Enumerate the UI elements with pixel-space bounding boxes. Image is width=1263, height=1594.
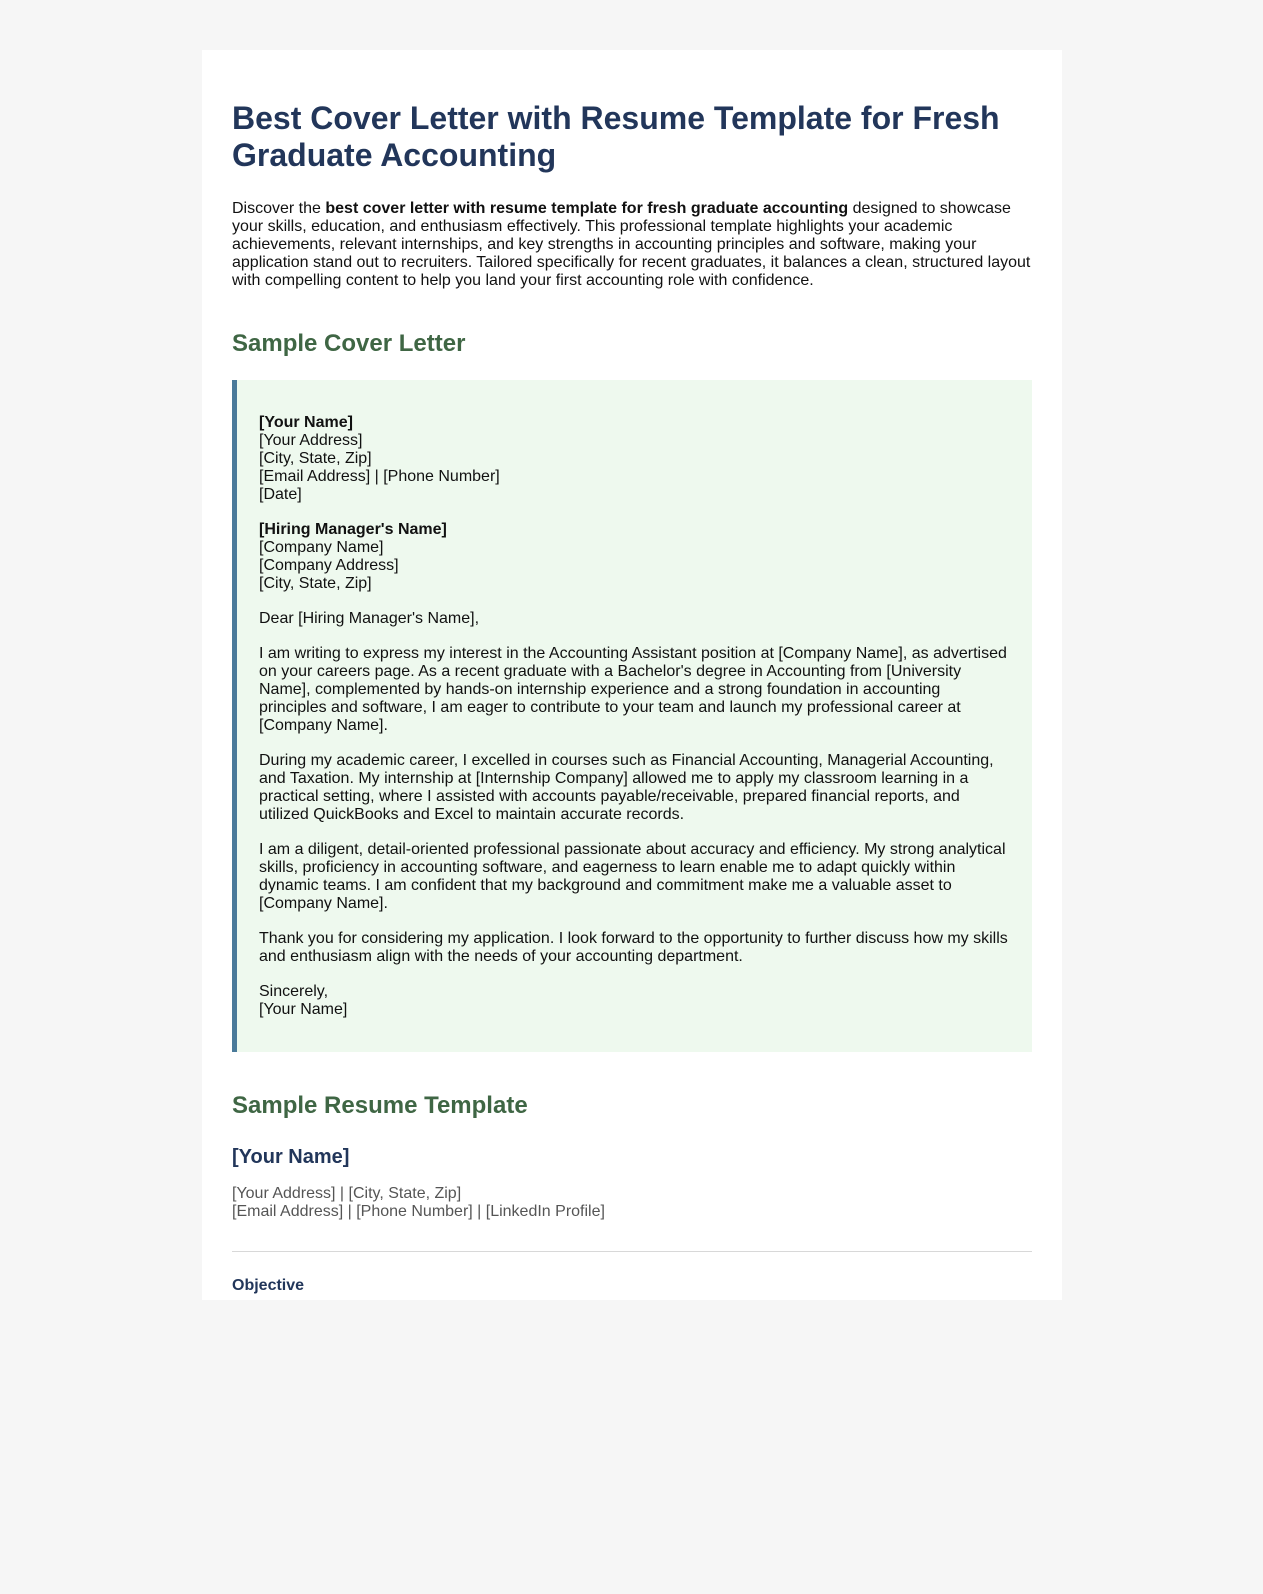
recipient-city: [City, State, Zip] xyxy=(259,575,372,592)
closing-block xyxy=(259,983,1010,1019)
section-divider xyxy=(232,1251,1032,1252)
letter-paragraph: During my academic career, I excelled in courses such as Financial Accounting, Managerial Accounting, and Taxation. My internship at [Internship Company] allowed me to apply my classroom learning in a practical setting, where I assisted with accounts payable/receivable, prepared financial reports, and utilized QuickBooks and Excel to maintain accurate records. xyxy=(259,752,994,823)
objective-heading: Objective xyxy=(232,1277,305,1294)
closing: Sincerely, xyxy=(259,983,329,1000)
resume-contact xyxy=(232,1185,1032,1221)
letter-paragraph: I am a diligent, detail-oriented professional passionate about accuracy and efficiency. My strong analytical skills, proficiency in accounting software, and eagerness to learn enable me to adapt quickly within dynamic teams. I am confident that my background and commitment make me a valuable asset to [Company Name]. xyxy=(259,841,1006,912)
resume-contact-line1: [Your Address] | [City, State, Zip] xyxy=(232,1185,462,1202)
recipient-block xyxy=(259,521,1010,593)
signature: [Your Name] xyxy=(259,1001,348,1018)
document-page xyxy=(202,50,1062,1300)
sender-block xyxy=(259,414,1010,504)
resume-contact-line2: [Email Address] | [Phone Number] | [LinkedIn Profile] xyxy=(232,1203,605,1220)
sender-address: [Your Address] xyxy=(259,432,363,449)
intro-paragraph xyxy=(232,200,1032,290)
sender-city: [City, State, Zip] xyxy=(259,450,372,467)
sender-contact: [Email Address] | [Phone Number] xyxy=(259,468,500,485)
recipient-name: [Hiring Manager's Name] xyxy=(259,521,447,538)
intro-text-bold: best cover letter with resume template for fresh graduate accounting xyxy=(325,200,849,217)
intro-text-before: Discover the xyxy=(232,200,326,217)
letter-paragraph: Thank you for considering my application. I look forward to the opportunity to further discuss how my skills and enthusiasm align with the needs of your accounting department. xyxy=(259,930,1008,965)
resume-heading: Sample Resume Template xyxy=(232,1092,528,1119)
recipient-company: [Company Name] xyxy=(259,539,384,556)
letter-paragraph: I am writing to express my interest in the Accounting Assistant position at [Company Name], as advertised on your careers page. As a recent graduate with a Bachelor's degree in Accounting from [University Name], complemented by hands-on internship experience and a strong foundation in accounting principles and software, I am eager to contribute to your team and launch my professional career at [Company Name]. xyxy=(259,645,1007,734)
sender-date: [Date] xyxy=(259,486,302,503)
cover-letter-heading: Sample Cover Letter xyxy=(232,330,466,357)
salutation: Dear [Hiring Manager's Name], xyxy=(259,610,480,627)
sender-name: [Your Name] xyxy=(259,414,353,431)
page-title: Best Cover Letter with Resume Template for Fresh Graduate Accounting xyxy=(232,100,1000,173)
cover-letter-box xyxy=(232,380,1032,1052)
recipient-address: [Company Address] xyxy=(259,557,399,574)
resume-name: [Your Name] xyxy=(232,1146,350,1168)
intro-text-after: designed to showcase your skills, education, and enthusiasm effectively. This professional template highlights your academic achievements, relevant internships, and key strengths in accounting principles and software, making your application stand out to recruiters. Tailored specifically for recent graduates, it balances a clean, structured layout with compelling content to help you land your first accounting role with confidence. xyxy=(232,200,1031,289)
